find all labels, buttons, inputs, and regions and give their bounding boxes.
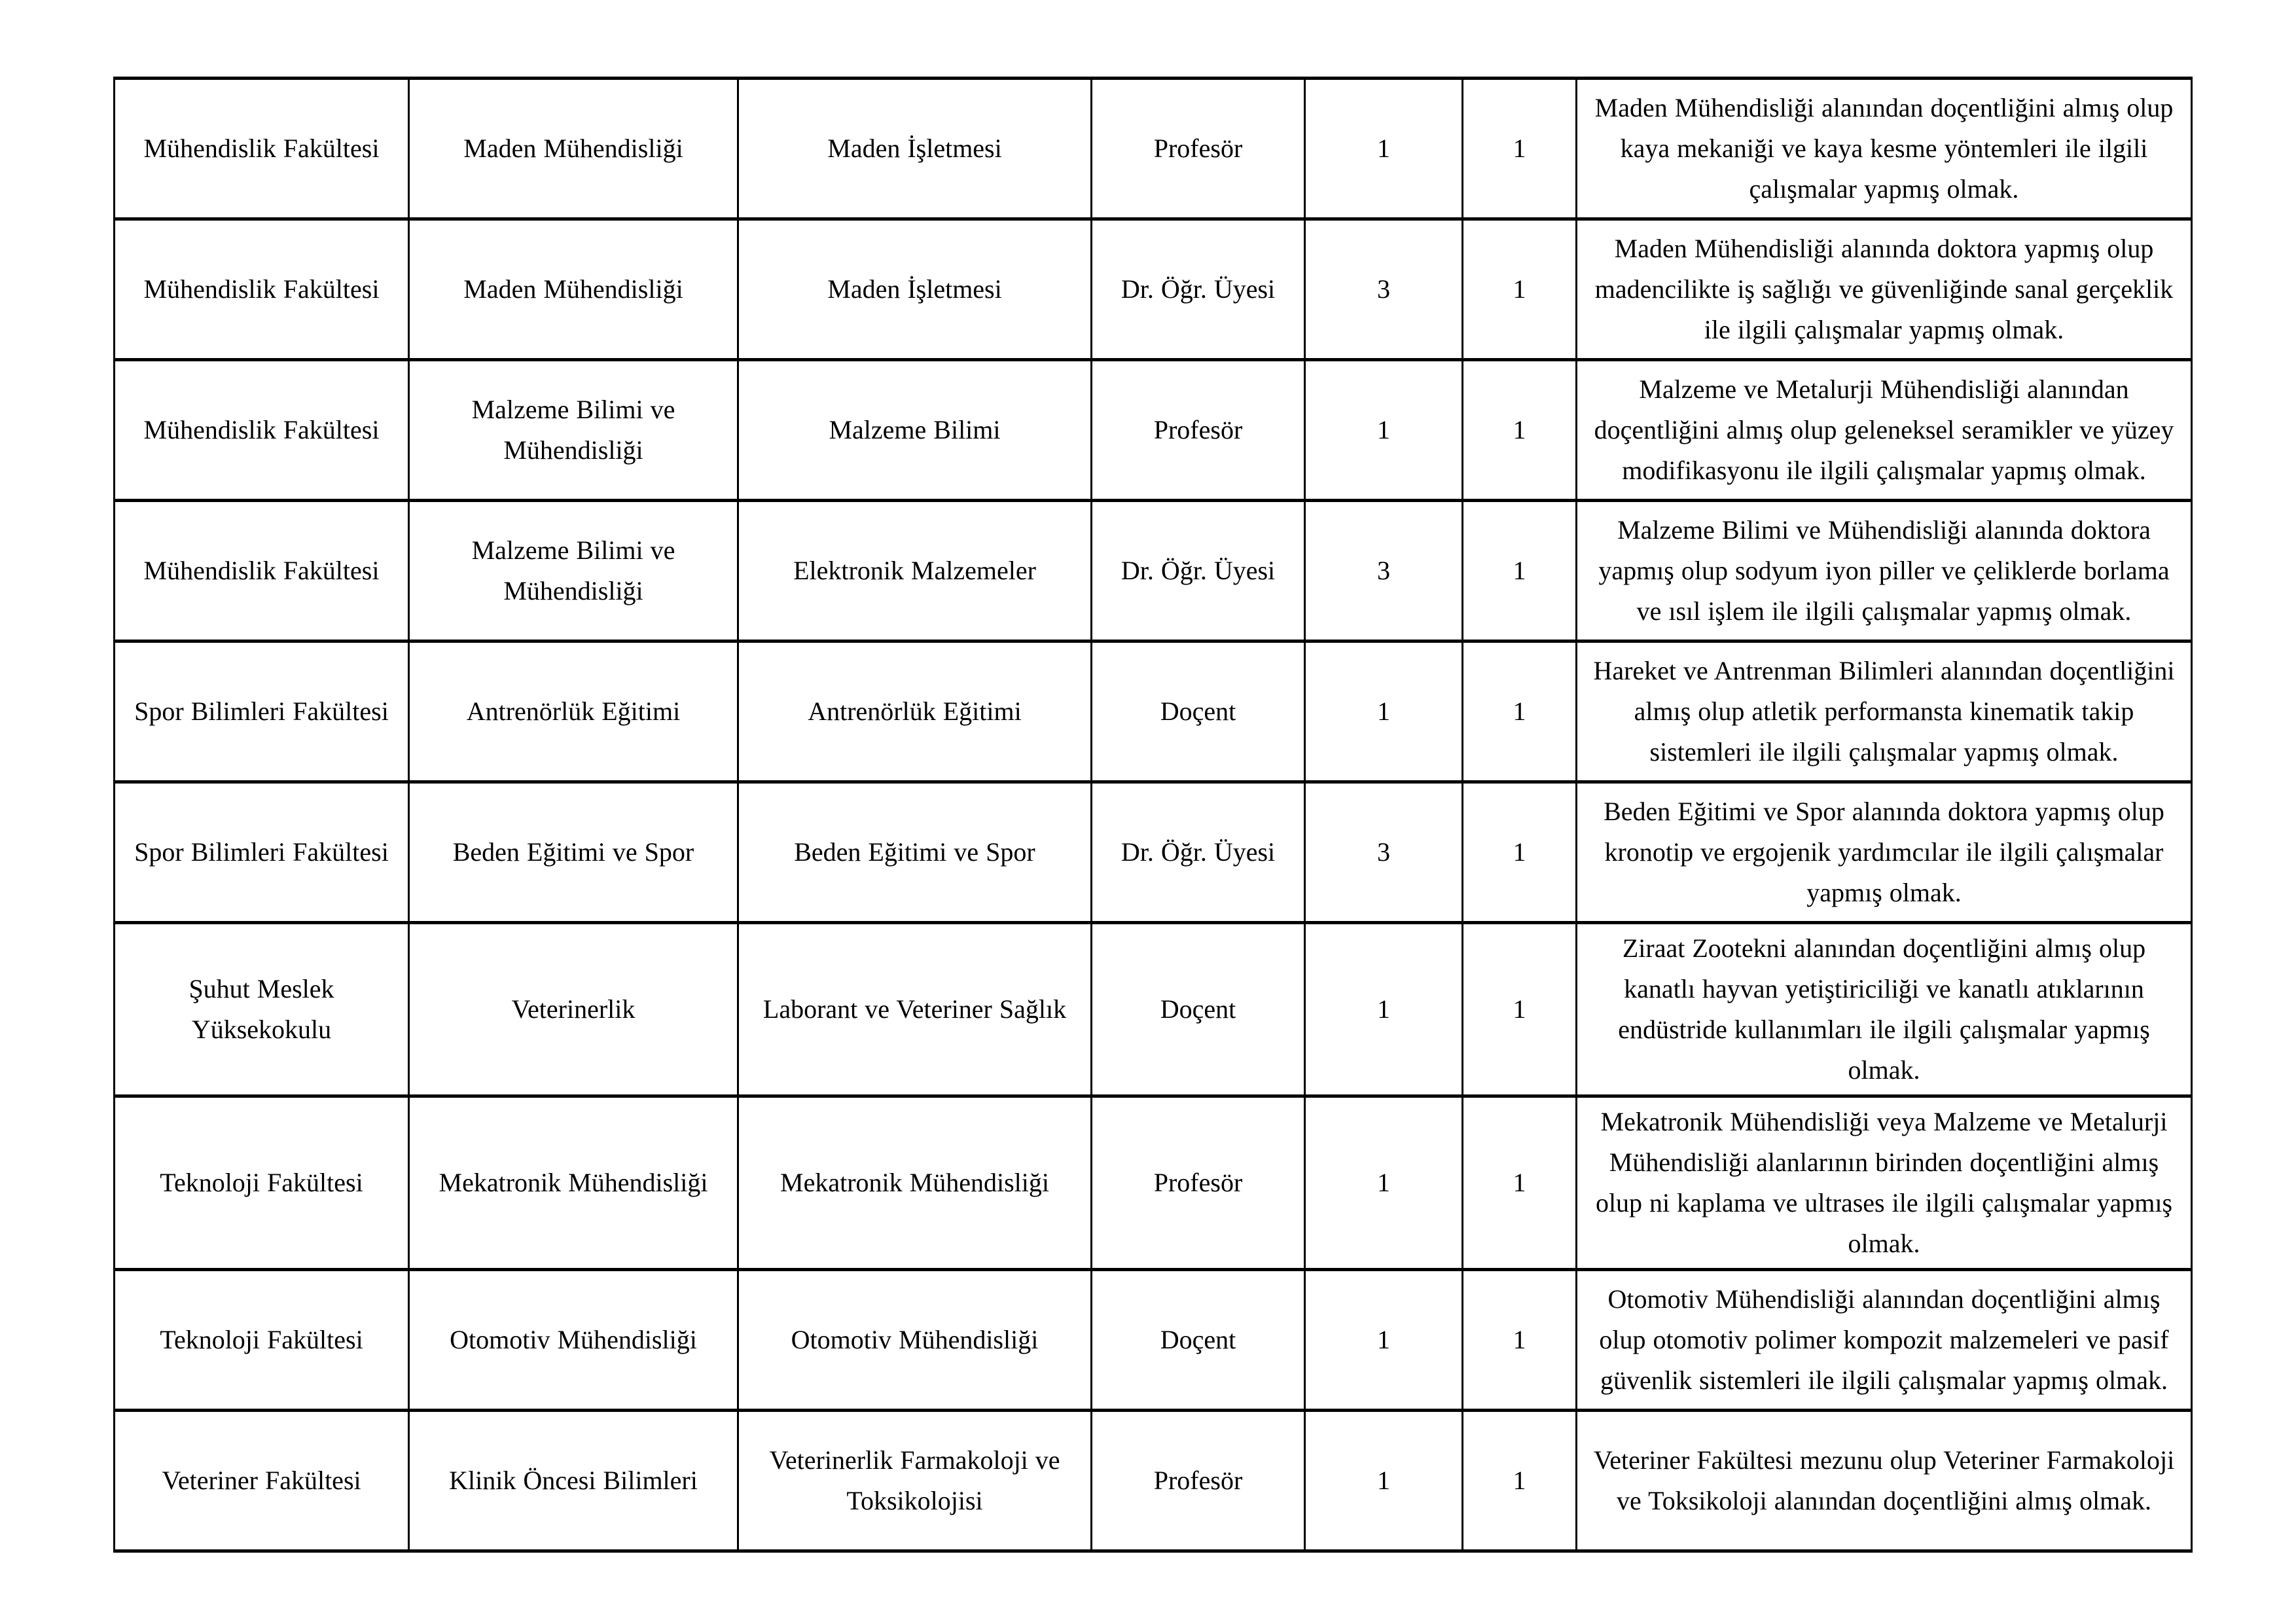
cell-department: Veterinerlik (409, 923, 738, 1096)
table-row (115, 1411, 2192, 1551)
cell-program: Maden İşletmesi (738, 79, 1092, 219)
cell-program: Maden İşletmesi (738, 219, 1092, 360)
cell-degree: 3 (1305, 782, 1463, 923)
cell-degree: 1 (1305, 1270, 1463, 1411)
cell-degree: 3 (1305, 501, 1463, 641)
cell-program: Elektronik Malzemeler (738, 501, 1092, 641)
cell-program: Otomotiv Mühendisliği (738, 1270, 1092, 1411)
cell-title: Profesör (1092, 1096, 1305, 1270)
cell-department: Beden Eğitimi ve Spor (409, 782, 738, 923)
cell-faculty: Mühendislik Fakültesi (115, 501, 409, 641)
cell-description: Malzeme Bilimi ve Mühendisliği alanında doktora yapmış olup sodyum iyon piller ve çeliklerde borlama ve ısıl işlem ile ilgili çalışmalar yapmış olmak. (1577, 501, 2192, 641)
table-row (115, 641, 2192, 782)
table-row (115, 923, 2192, 1096)
cell-faculty: Spor Bilimleri Fakültesi (115, 782, 409, 923)
cell-degree: 1 (1305, 79, 1463, 219)
cell-degree: 1 (1305, 923, 1463, 1096)
cell-count: 1 (1463, 360, 1577, 501)
cell-count: 1 (1463, 79, 1577, 219)
cell-department: Maden Mühendisliği (409, 219, 738, 360)
table-row (115, 1270, 2192, 1411)
cell-department: Maden Mühendisliği (409, 79, 738, 219)
table-row (115, 219, 2192, 360)
cell-count: 1 (1463, 641, 1577, 782)
cell-title: Dr. Öğr. Üyesi (1092, 501, 1305, 641)
cell-department: Antrenörlük Eğitimi (409, 641, 738, 782)
cell-description: Veteriner Fakültesi mezunu olup Veteriner Farmakoloji ve Toksikoloji alanından doçentliğini almış olmak. (1577, 1411, 2192, 1551)
cell-faculty: Spor Bilimleri Fakültesi (115, 641, 409, 782)
cell-count: 1 (1463, 1096, 1577, 1270)
cell-faculty: Mühendislik Fakültesi (115, 360, 409, 501)
cell-program: Antrenörlük Eğitimi (738, 641, 1092, 782)
table-container (113, 77, 2193, 1553)
positions-table-body (115, 79, 2192, 1551)
cell-description: Maden Mühendisliği alanında doktora yapmış olup madencilikte iş sağlığı ve güvenliğinde sanal gerçeklik ile ilgili çalışmalar yapmış olmak. (1577, 219, 2192, 360)
cell-department: Malzeme Bilimi ve Mühendisliği (409, 501, 738, 641)
cell-description: Maden Mühendisliği alanından doçentliğini almış olup kaya mekaniği ve kaya kesme yöntemleri ile ilgili çalışmalar yapmış olmak. (1577, 79, 2192, 219)
cell-title: Doçent (1092, 1270, 1305, 1411)
cell-degree: 1 (1305, 641, 1463, 782)
table-row (115, 79, 2192, 219)
cell-title: Profesör (1092, 1411, 1305, 1551)
cell-degree: 1 (1305, 1411, 1463, 1551)
cell-department: Otomotiv Mühendisliği (409, 1270, 738, 1411)
cell-count: 1 (1463, 923, 1577, 1096)
cell-department: Malzeme Bilimi ve Mühendisliği (409, 360, 738, 501)
cell-title: Profesör (1092, 79, 1305, 219)
table-row (115, 501, 2192, 641)
cell-program: Veterinerlik Farmakoloji ve Toksikolojisi (738, 1411, 1092, 1551)
cell-program: Mekatronik Mühendisliği (738, 1096, 1092, 1270)
cell-department: Mekatronik Mühendisliği (409, 1096, 738, 1270)
cell-degree: 1 (1305, 1096, 1463, 1270)
cell-description: Hareket ve Antrenman Bilimleri alanından doçentliğini almış olup atletik performansta kinematik takip sistemleri ile ilgili çalışmalar yapmış olmak. (1577, 641, 2192, 782)
table-row (115, 360, 2192, 501)
cell-faculty: Şuhut Meslek Yüksekokulu (115, 923, 409, 1096)
table-row (115, 782, 2192, 923)
cell-description: Mekatronik Mühendisliği veya Malzeme ve Metalurji Mühendisliği alanlarının birinden doçentliğini almış olup ni kaplama ve ultrases ile ilgili çalışmalar yapmış olmak. (1577, 1096, 2192, 1270)
cell-title: Profesör (1092, 360, 1305, 501)
cell-count: 1 (1463, 219, 1577, 360)
cell-description: Ziraat Zootekni alanından doçentliğini almış olup kanatlı hayvan yetiştiriciliği ve kanatlı atıklarının endüstride kullanımları ile ilgili çalışmalar yapmış olmak. (1577, 923, 2192, 1096)
cell-program: Beden Eğitimi ve Spor (738, 782, 1092, 923)
cell-title: Dr. Öğr. Üyesi (1092, 219, 1305, 360)
cell-faculty: Mühendislik Fakültesi (115, 79, 409, 219)
cell-count: 1 (1463, 1411, 1577, 1551)
cell-faculty: Mühendislik Fakültesi (115, 219, 409, 360)
cell-title: Doçent (1092, 641, 1305, 782)
cell-count: 1 (1463, 782, 1577, 923)
cell-department: Klinik Öncesi Bilimleri (409, 1411, 738, 1551)
cell-degree: 1 (1305, 360, 1463, 501)
cell-title: Doçent (1092, 923, 1305, 1096)
cell-program: Malzeme Bilimi (738, 360, 1092, 501)
cell-faculty: Veteriner Fakültesi (115, 1411, 409, 1551)
cell-description: Beden Eğitimi ve Spor alanında doktora yapmış olup kronotip ve ergojenik yardımcılar ile ilgili çalışmalar yapmış olmak. (1577, 782, 2192, 923)
cell-title: Dr. Öğr. Üyesi (1092, 782, 1305, 923)
cell-count: 1 (1463, 1270, 1577, 1411)
cell-count: 1 (1463, 501, 1577, 641)
cell-faculty: Teknoloji Fakültesi (115, 1096, 409, 1270)
cell-description: Otomotiv Mühendisliği alanından doçentliğini almış olup otomotiv polimer kompozit malzemeleri ve pasif güvenlik sistemleri ile ilgili çalışmalar yapmış olmak. (1577, 1270, 2192, 1411)
cell-degree: 3 (1305, 219, 1463, 360)
academic-positions-table (113, 77, 2193, 1553)
cell-faculty: Teknoloji Fakültesi (115, 1270, 409, 1411)
cell-program: Laborant ve Veteriner Sağlık (738, 923, 1092, 1096)
cell-description: Malzeme ve Metalurji Mühendisliği alanından doçentliğini almış olup geleneksel seramikler ve yüzey modifikasyonu ile ilgili çalışmalar yapmış olmak. (1577, 360, 2192, 501)
table-row (115, 1096, 2192, 1270)
